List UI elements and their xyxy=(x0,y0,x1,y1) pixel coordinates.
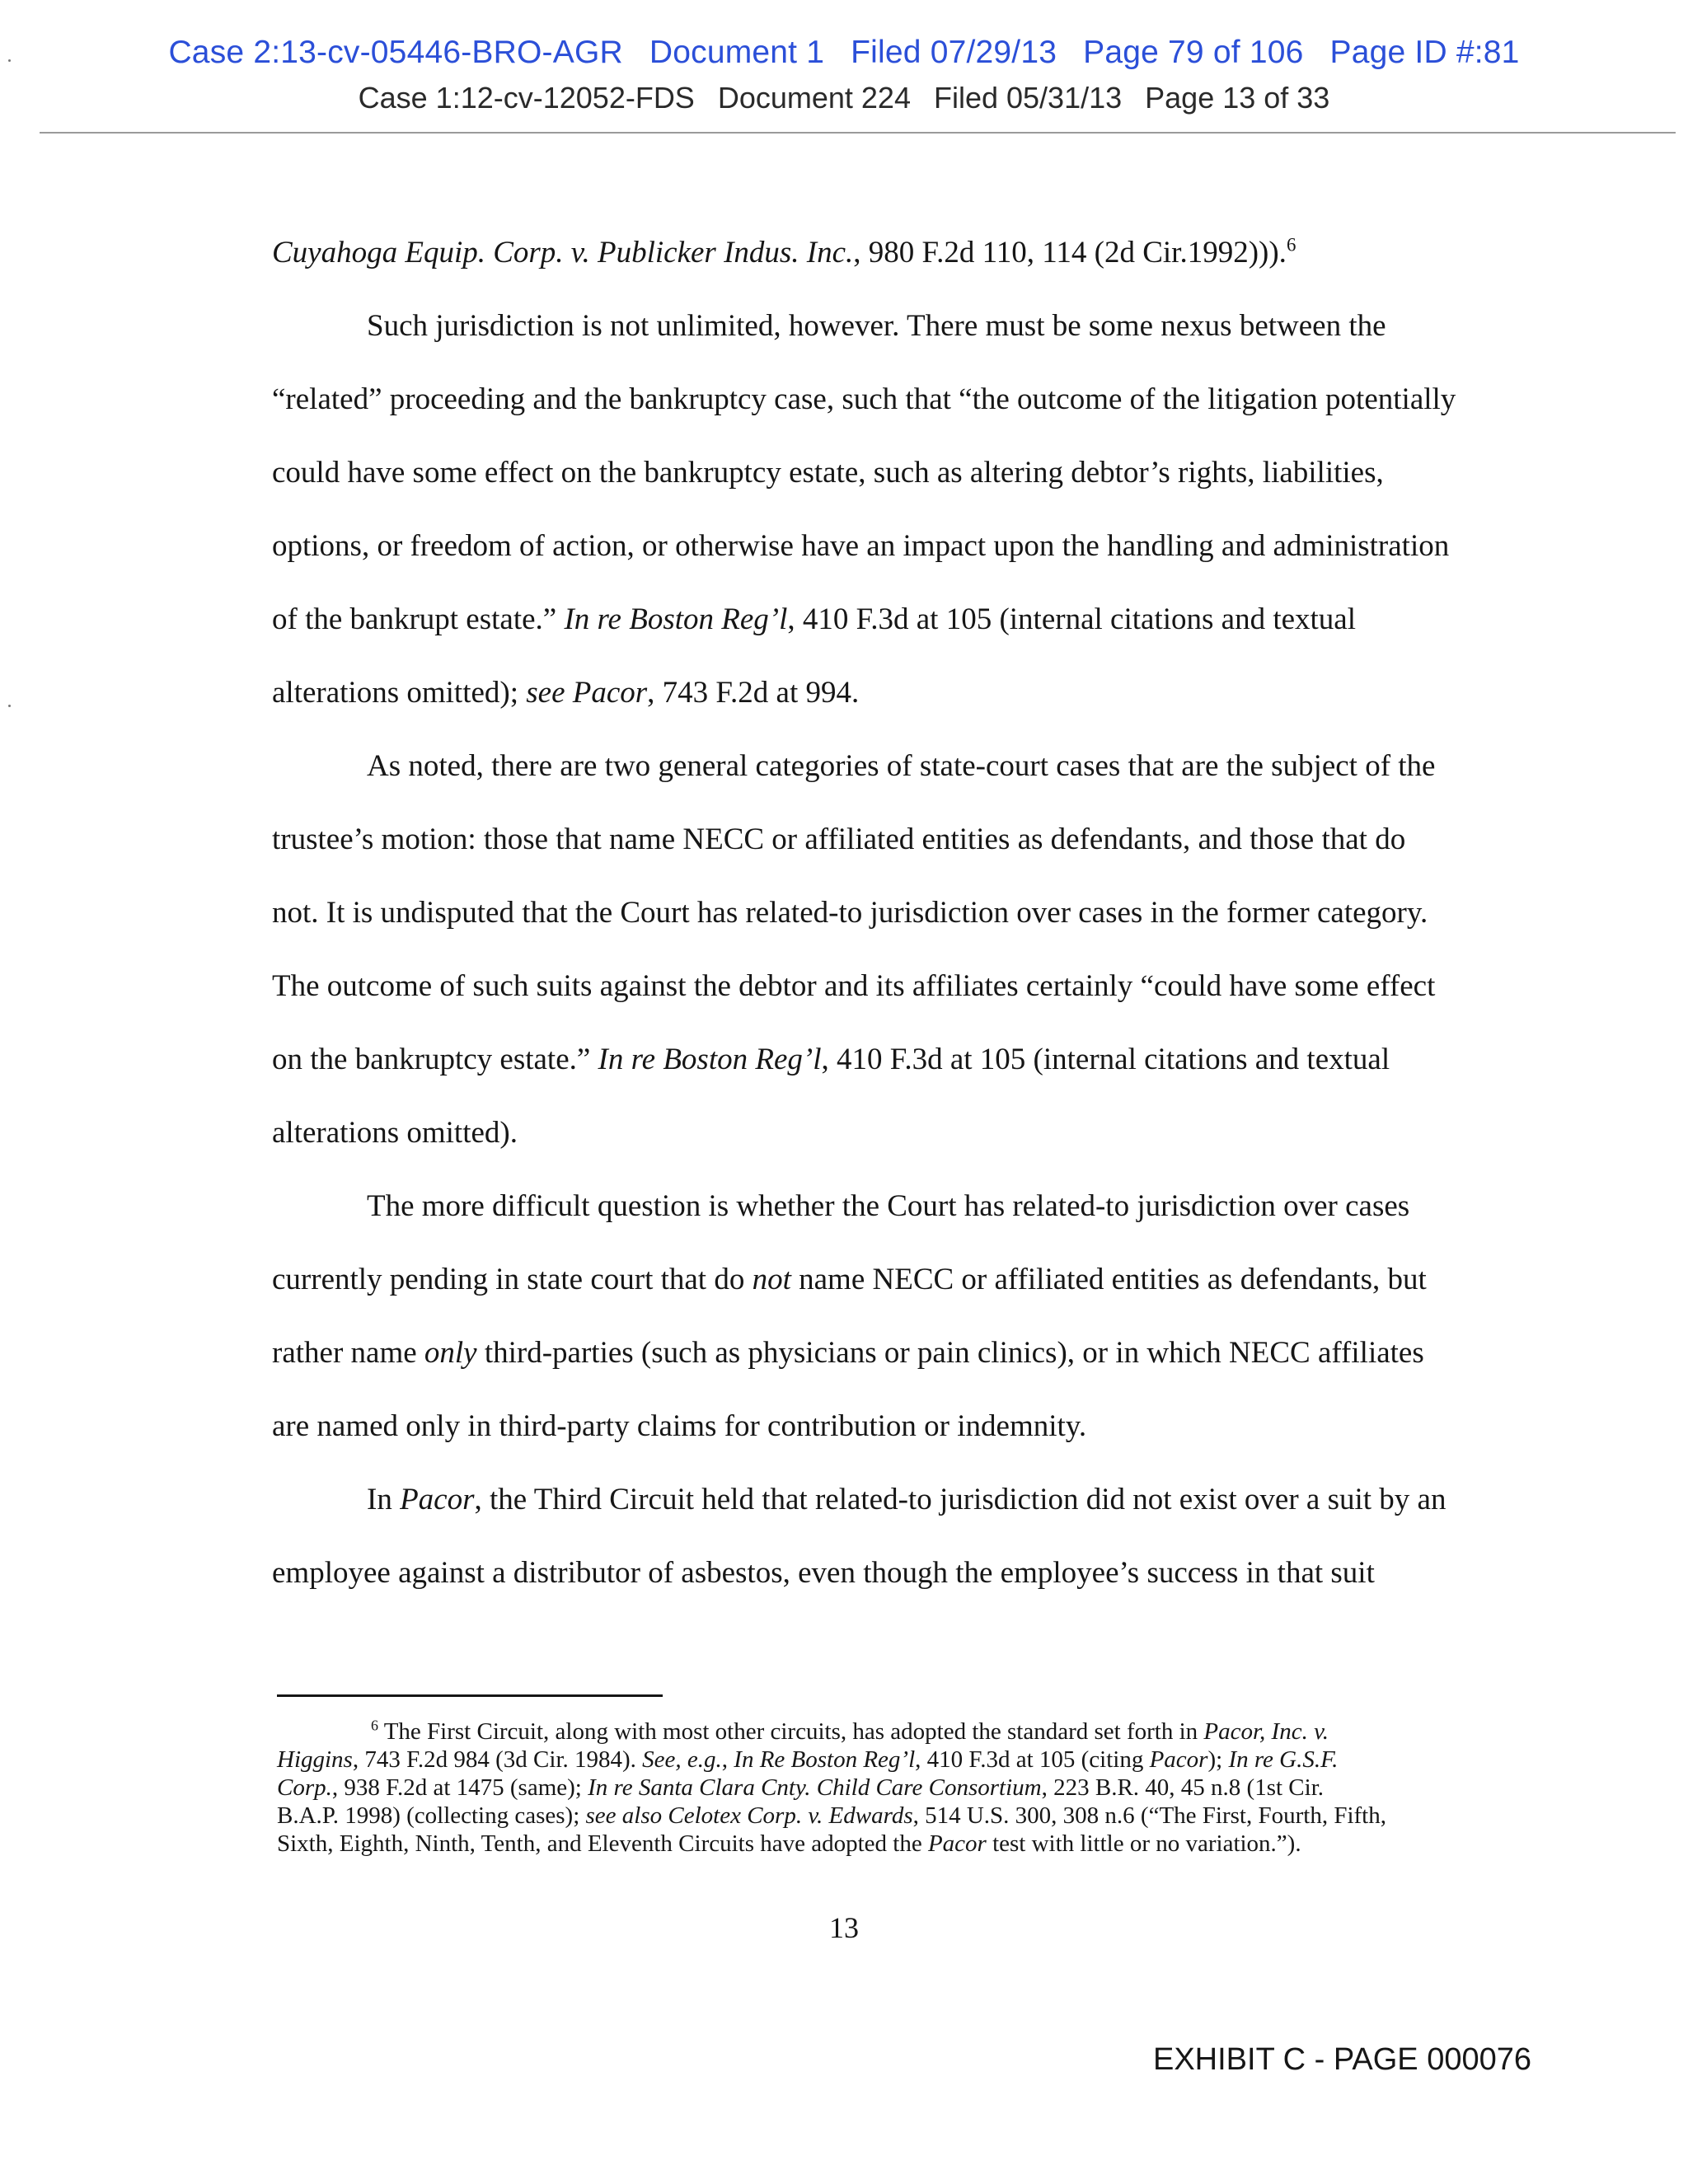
stamp-filed-date: Filed 07/29/13 xyxy=(851,35,1057,70)
stamp-page-id: Page ID #:81 xyxy=(1329,35,1520,70)
page-number: 13 xyxy=(829,1911,859,1944)
stamp-document: Document 1 xyxy=(649,35,825,70)
footnote-citation: Pacor xyxy=(1149,1746,1208,1773)
footnote-text: , 223 B.R. 40, 45 n.8 (1st Cir. xyxy=(1041,1774,1325,1801)
original-filed-date: Filed 05/31/13 xyxy=(933,81,1123,115)
footnote-text: , xyxy=(721,1746,734,1773)
footnote-citation: In re Santa Clara Cnty. Child Care Consortium xyxy=(588,1774,1042,1801)
footnote-citation: see also Celotex Corp. v. Edwards xyxy=(585,1802,913,1829)
body-line: are named only in third-party claims for contribution or indemnity. xyxy=(272,1409,1087,1443)
body-line: employee against a distributor of asbestos, even though the employee’s success in that suit xyxy=(272,1556,1375,1590)
footnote-text: , 938 F.2d at 1475 (same); xyxy=(331,1774,588,1801)
footnote-citation: In Re Boston Reg’l xyxy=(734,1746,916,1773)
body-line: As noted, there are two general categories of state-court cases that are the subject of the xyxy=(367,749,1436,783)
footnote-text: B.A.P. 1998) (collecting cases); xyxy=(277,1802,586,1829)
body-line: In Pacor, the Third Circuit held that related-to jurisdiction did not exist over a suit by an xyxy=(367,1483,1447,1516)
footnote-marker: 6 xyxy=(371,1717,378,1734)
body-line: The outcome of such suits against the debtor and its affiliates certainly “could have some effect xyxy=(272,969,1436,1003)
original-page: Page 13 of 33 xyxy=(1145,81,1330,115)
body-line: The more difficult question is whether the Court has related-to jurisdiction over cases xyxy=(367,1189,1410,1223)
footnote-text: , 743 F.2d 984 (3d Cir. 1984). xyxy=(352,1746,643,1773)
body-line: trustee’s motion: those that name NECC or affiliated entities as defendants, and those that do xyxy=(272,823,1406,856)
footnote-line xyxy=(277,1746,1338,1774)
body-line: rather name only third-parties (such as physicians or pain clinics), or in which NECC affiliates xyxy=(272,1336,1424,1370)
footnote-citation: Higgins xyxy=(277,1746,353,1773)
scan-speck xyxy=(8,705,11,707)
footnote-citation: Pacor xyxy=(927,1830,987,1857)
original-document: Document 224 xyxy=(717,81,911,115)
footnote-text: ); xyxy=(1207,1746,1229,1773)
scan-speck xyxy=(8,59,11,62)
body-line: not. It is undisputed that the Court has related-to jurisdiction over cases in the former category. xyxy=(272,896,1428,930)
footnote-citation: Corp. xyxy=(277,1774,332,1801)
footnote-text: , 514 U.S. 300, 308 n.6 (“The First, Fourth, Fifth, xyxy=(912,1802,1386,1829)
body-line: Such jurisdiction is not unlimited, however. There must be some nexus between the xyxy=(367,309,1386,343)
body-line: of the bankrupt estate.” In re Boston Reg’l, 410 F.3d at 105 (internal citations and textual xyxy=(272,602,1357,636)
exhibit-label: EXHIBIT C - PAGE 000076 xyxy=(1152,2042,1531,2077)
stamp-case-number: Case 2:13-cv-05446-BRO-AGR xyxy=(168,35,623,70)
body-line: could have some effect on the bankruptcy estate, such as altering debtor’s rights, liabilities, xyxy=(272,456,1384,490)
footnote-text: , 410 F.3d at 105 (citing xyxy=(915,1746,1150,1773)
footnote-line xyxy=(277,1802,1386,1830)
stamp-page: Page 79 of 106 xyxy=(1083,35,1304,70)
footnote-citation: Pacor, Inc. v. xyxy=(1203,1718,1329,1745)
footnote-text: The First Circuit, along with most other circuits, has adopted the standard set forth in xyxy=(383,1718,1204,1745)
body-line: alterations omitted); see Pacor, 743 F.2d at 994. xyxy=(272,676,860,710)
original-case-number: Case 1:12-cv-12052-FDS xyxy=(358,81,695,115)
body-line: alterations omitted). xyxy=(272,1116,518,1150)
footnote-citation: In re G.S.F. xyxy=(1228,1746,1339,1773)
footnote-line xyxy=(371,1718,1329,1746)
body-line: Cuyahoga Equip. Corp. v. Publicker Indus. Inc., 980 F.2d 110, 114 (2d Cir.1992))).$^6$ xyxy=(272,234,1296,269)
footnote-ref: 6 xyxy=(1286,234,1296,255)
footnote-citation: See, e.g. xyxy=(642,1746,722,1773)
footnote xyxy=(277,0,1530,1896)
footnote-text: Sixth, Eighth, Ninth, Tenth, and Eleventh Circuits have adopted the xyxy=(277,1830,928,1857)
body-line: options, or freedom of action, or otherwise have an impact upon the handling and administration xyxy=(272,529,1450,563)
footnote-line xyxy=(277,1830,1301,1858)
body-line: currently pending in state court that do not name NECC or affiliated entities as defendants, but xyxy=(272,1263,1427,1296)
body-line: “related” proceeding and the bankruptcy case, such that “the outcome of the litigation potentially xyxy=(272,382,1456,416)
footnote-line xyxy=(277,1774,1324,1802)
footnote-text: test with little or no variation.”). xyxy=(986,1830,1301,1857)
body-line: on the bankruptcy estate.” In re Boston Reg’l, 410 F.3d at 105 (internal citations and textual xyxy=(272,1043,1390,1076)
